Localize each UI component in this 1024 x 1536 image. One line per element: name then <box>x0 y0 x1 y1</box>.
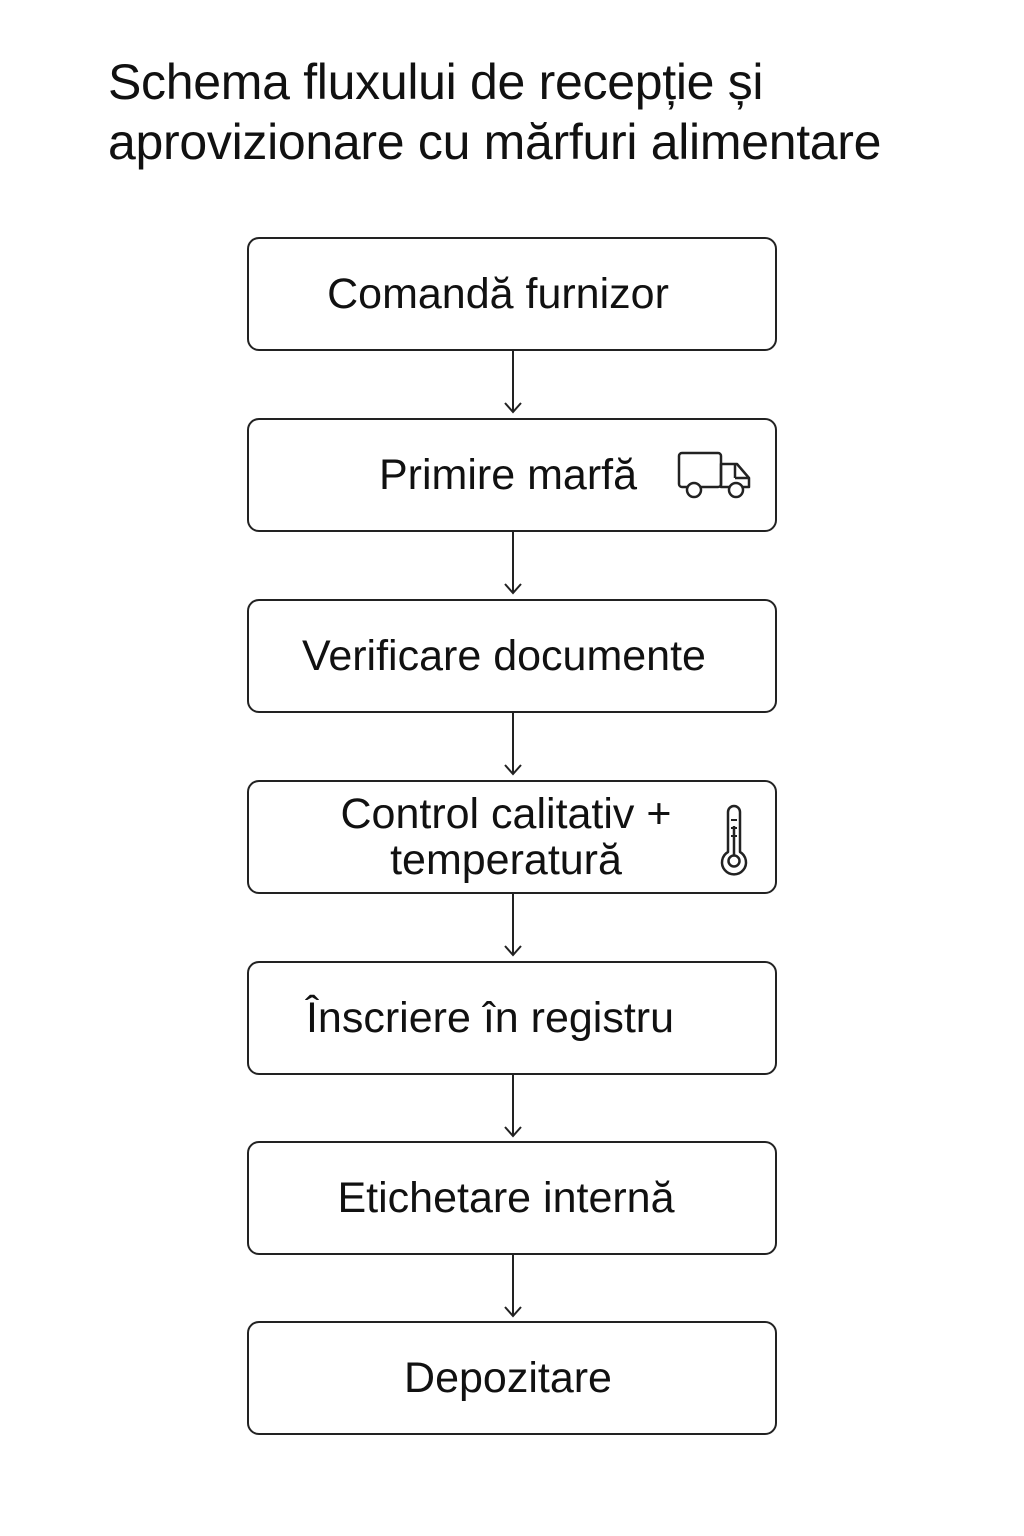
step-label-line-2: temperatură <box>390 836 622 884</box>
step-verificare-documente <box>247 599 777 713</box>
step-control-calitativ <box>247 780 777 894</box>
step-label-line-1: Control calitativ + <box>340 790 672 838</box>
step-label: Înscriere în registru <box>305 994 675 1042</box>
thermometer-icon <box>717 804 751 878</box>
title-line-1: Schema fluxului de recepție și <box>108 54 764 110</box>
step-depozitare <box>247 1321 777 1435</box>
step-etichetare-interna <box>247 1141 777 1255</box>
flow-arrow <box>504 532 522 598</box>
step-comanda-furnizor <box>247 237 777 351</box>
step-label: Depozitare <box>404 1354 612 1402</box>
flow-arrow <box>504 351 522 417</box>
flow-arrow <box>504 1075 522 1141</box>
step-label: Primire marfă <box>378 451 638 499</box>
title-line-2: aprovizionare cu mărfuri alimentare <box>108 114 882 170</box>
step-label <box>243 782 769 892</box>
step-label: Comandă furnizor <box>327 270 669 318</box>
flow-arrow <box>504 1255 522 1321</box>
truck-icon <box>677 450 753 502</box>
flow-arrow <box>504 713 522 779</box>
flow-arrow <box>504 894 522 960</box>
step-label: Etichetare internă <box>337 1174 675 1222</box>
step-primire-marfa <box>247 418 777 532</box>
step-label: Verificare documente <box>302 632 706 680</box>
diagram-title <box>108 52 988 172</box>
step-inscriere-registru <box>247 961 777 1075</box>
